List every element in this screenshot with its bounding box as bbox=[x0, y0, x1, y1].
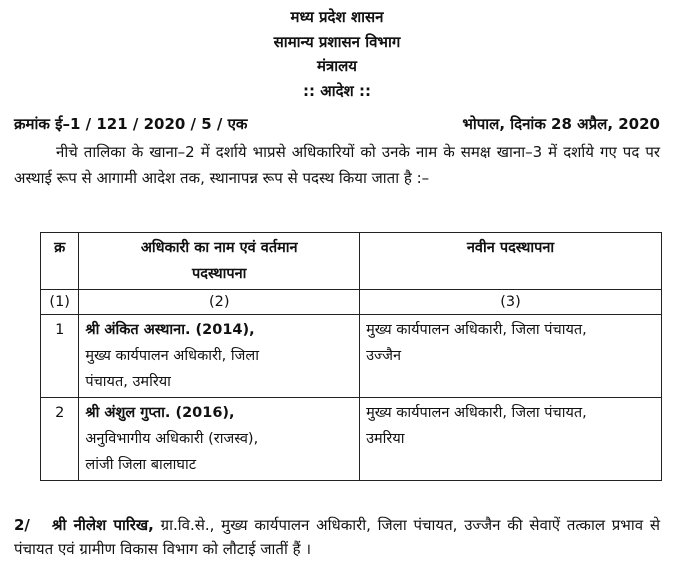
header-officer-name-current-posting bbox=[79, 233, 360, 290]
paragraph-number: 2/ bbox=[14, 516, 30, 534]
current-posting-line2: लांजी जिला बालाघाट bbox=[85, 457, 197, 473]
intro-paragraph: नीचे तालिका के खाना–2 में दर्शाये भाप्रसे अधिकारियों को उनके नाम के समक्ष खाना–3 में दर्शाये गए पद पर अस्थाई रूप से आगामी आदेश तक, स्थानापन्न रूप से पदस्थ किया जाता है :– bbox=[14, 143, 660, 187]
order-reference-number: क्रमांक ई–1 / 121 / 2020 / 5 / एक bbox=[14, 115, 248, 133]
column-number-1: (1) bbox=[41, 290, 79, 315]
row-officer-cell bbox=[79, 398, 360, 481]
header-department: सामान्य प्रशासन विभाग bbox=[273, 33, 401, 51]
column-number-2: (2) bbox=[79, 290, 360, 315]
paragraph-officer-name: श्री नीलेश पारिख, bbox=[51, 516, 154, 534]
header-new-posting: नवीन पदस्थापना bbox=[360, 233, 662, 290]
row-serial-number: 2 bbox=[41, 398, 79, 481]
postings-table bbox=[40, 232, 662, 481]
new-posting-line2: उज्जैन bbox=[366, 348, 402, 364]
order-place-date: भोपाल, दिनांक 28 अप्रैल, 2020 bbox=[462, 115, 660, 133]
table-row bbox=[41, 398, 662, 481]
header-serial-number: क्र bbox=[41, 233, 79, 290]
header-col2-line2: पदस्थापना bbox=[192, 266, 247, 282]
new-posting-line1: मुख्य कार्यपालन अधिकारी, जिला पंचायत, bbox=[366, 322, 587, 338]
officer-name: श्री अंशुल गुप्ता. (2016), bbox=[85, 405, 235, 421]
new-posting-line2: उमरिया bbox=[366, 431, 405, 447]
row-new-posting-cell bbox=[360, 398, 662, 481]
table-row bbox=[41, 315, 662, 398]
column-number-row bbox=[41, 290, 662, 315]
table-header-row bbox=[41, 233, 662, 290]
column-number-3: (3) bbox=[360, 290, 662, 315]
current-posting-line1: अनुविभागीय अधिकारी (राजस्व), bbox=[85, 431, 259, 447]
row-serial-number: 1 bbox=[41, 315, 79, 398]
new-posting-line1: मुख्य कार्यपालन अधिकारी, जिला पंचायत, bbox=[366, 405, 587, 421]
row-new-posting-cell bbox=[360, 315, 662, 398]
header-col2-line1: अधिकारी का नाम एवं वर्तमान bbox=[140, 240, 298, 256]
paragraph-text: ग्रा.वि.से., मुख्य कार्यपालन अधिकारी, जिला पंचायत, उज्जैन की सेवाऐं तत्काल प्रभाव से पंचायत एवं ग्रामीण विकास विभाग को लौटाई जातीं हैं । bbox=[14, 516, 660, 558]
current-posting-line2: पंचायत, उमरिया bbox=[85, 374, 171, 390]
officer-name: श्री अंकित अस्थाना. (2014), bbox=[85, 322, 255, 338]
row-officer-cell bbox=[79, 315, 360, 398]
header-government: मध्य प्रदेश शासन bbox=[290, 8, 384, 26]
current-posting-line1: मुख्य कार्यपालन अधिकारी, जिला bbox=[85, 348, 259, 364]
header-order-title: :: आदेश :: bbox=[303, 82, 371, 100]
paragraph-2 bbox=[14, 513, 660, 561]
header-ministry: मंत्रालय bbox=[316, 57, 357, 75]
